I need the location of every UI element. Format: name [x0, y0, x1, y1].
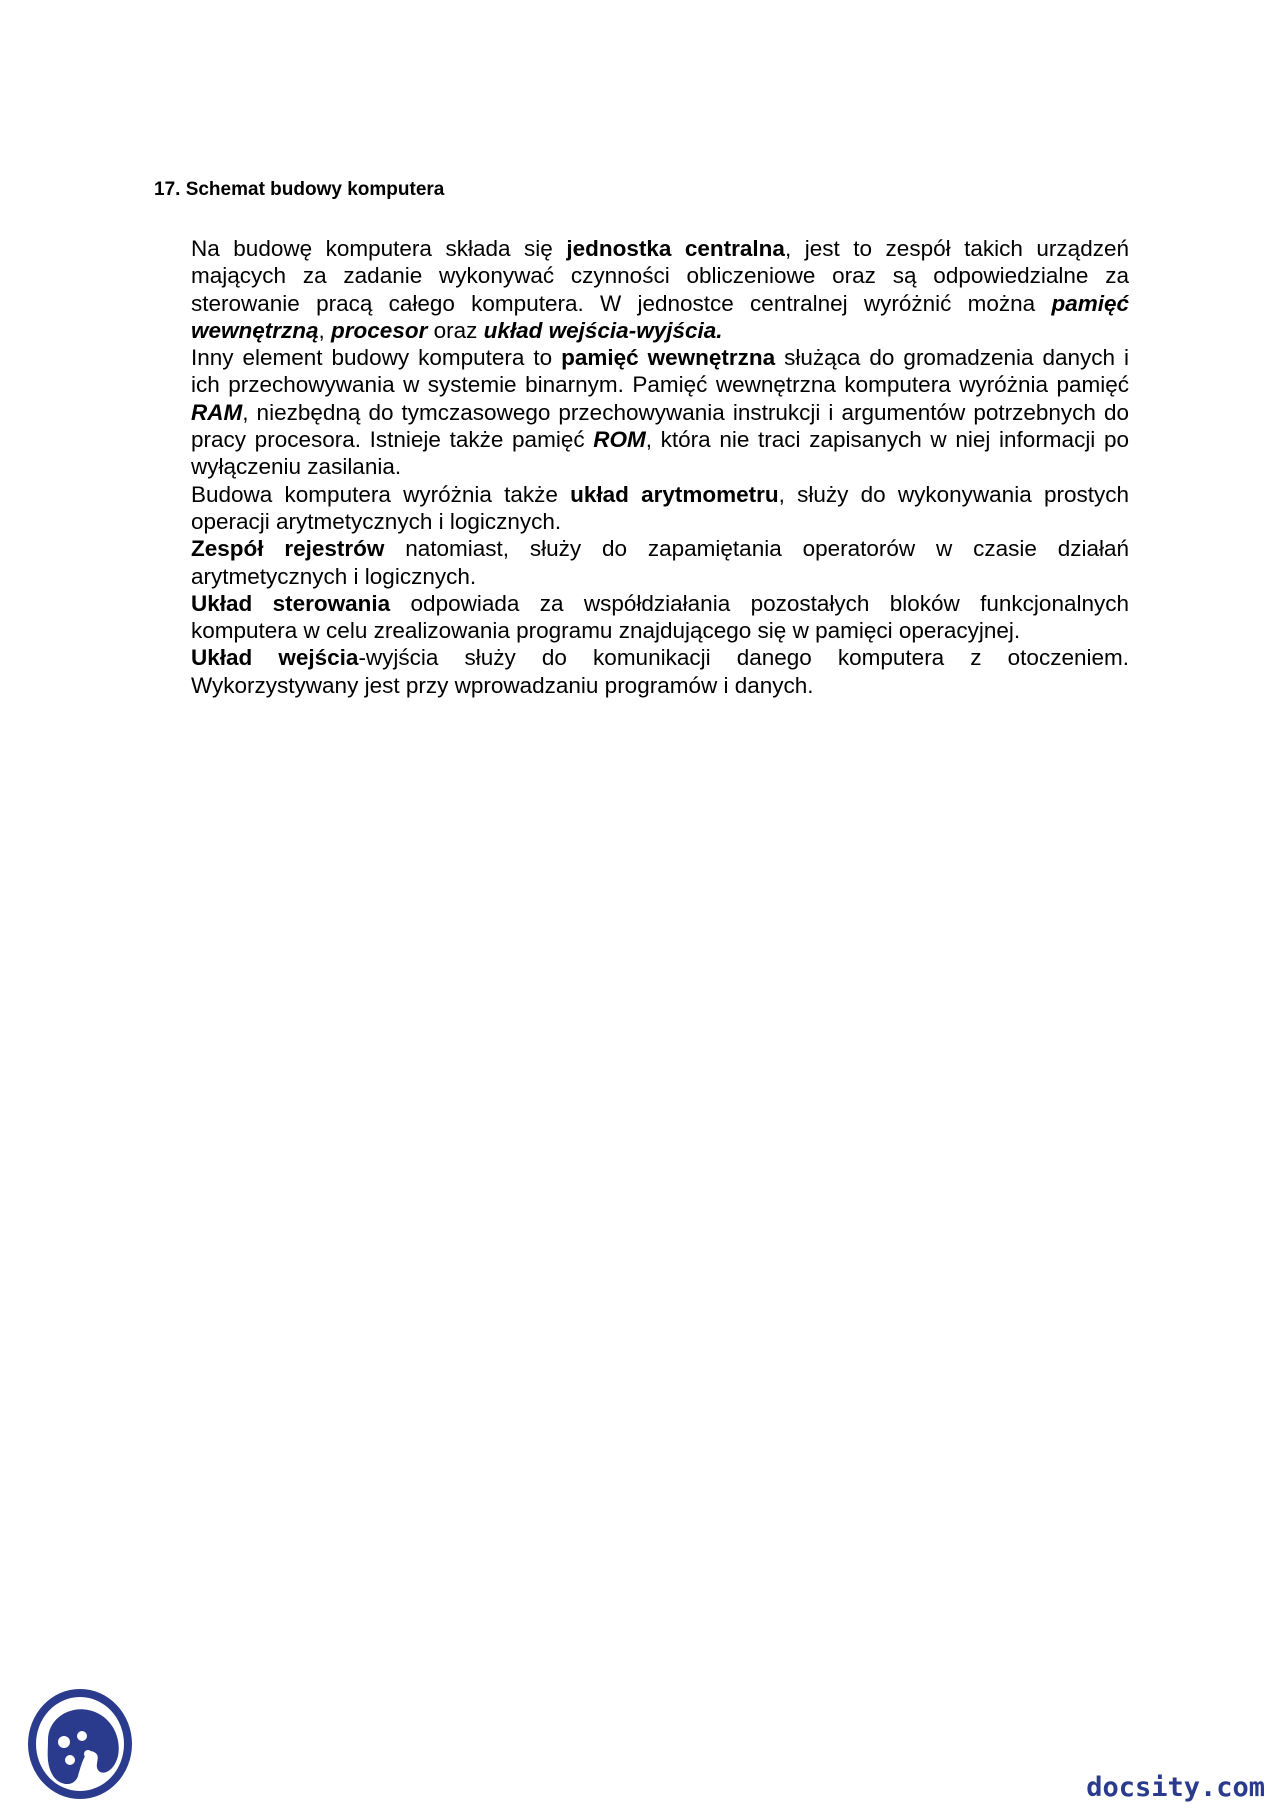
paragraph-registers [191, 535, 1129, 590]
text-run: Inny element budowy komputera to [191, 345, 562, 371]
document-body [191, 235, 1129, 699]
bold-italic-term: RAM [191, 399, 243, 425]
docsity-logo-icon[interactable] [22, 1680, 142, 1804]
text-run: odpowiada za współdziałania pozostałych bloków funkcjonalnych komputera w celu zrealizowania programu znajdującego się w pamięci operacyjnej. [191, 590, 1129, 644]
text-run: służąca do gromadzenia danych i ich przechowywania w systemie binarnym. Pamięć wewnętrzna komputera wyróżnia pamięć [191, 345, 1130, 398]
text-run: -wyjścia służy do komunikacji danego komputera z otoczeniem. Wykorzystywany jest przy wprowadzaniu programów i danych. [191, 645, 1129, 698]
bold-term: Układ sterowania [191, 590, 391, 616]
text-run: oraz [427, 317, 484, 343]
paragraph-central-unit [191, 235, 1129, 344]
paragraph-io-unit [191, 644, 1129, 699]
text-run: , niezbędną do tymczasowego przechowywania instrukcji i argumentów potrzebnych do pracy procesora. Istnieje także pamięć [191, 399, 1129, 453]
paragraph-internal-memory [191, 344, 1129, 480]
text-run: , która nie traci zapisanych w niej informacji po wyłączeniu zasilania. [191, 427, 1130, 480]
bold-italic-term: procesor [331, 317, 428, 343]
bold-term: jednostka centralna [566, 236, 785, 261]
bold-italic-term: układ wejścia-wyjścia. [483, 317, 723, 343]
text-run: natomiast, służy do zapamiętania operatorów w czasie działań arytmetycznych i logicznych. [191, 536, 1129, 589]
bold-italic-term: pamięć wewnętrzną [191, 290, 1129, 343]
bold-term: Układ wejścia [191, 645, 359, 671]
bold-term: układ arytmometru [570, 481, 779, 507]
paragraph-control-unit [191, 590, 1129, 645]
text-run: , służy do wykonywania prostych operacji arytmetycznych i logicznych. [191, 481, 1129, 534]
text-run: , jest to zespół takich urządzeń mających za zadanie wykonywać czynności obliczeniowe oraz są odpowiedzialne za sterowanie pracą całego komputera. W jednostce centralnej wyróżnić można [191, 236, 1129, 316]
text-run: Na budowę komputera składa się [191, 236, 567, 261]
text-run: , [318, 317, 332, 343]
section-heading: 17. Schemat budowy komputera [154, 179, 445, 200]
paragraph-arithmetic-unit [191, 481, 1129, 536]
bold-term: pamięć wewnętrzna [561, 345, 776, 371]
watermark-text[interactable]: docsity.com [1086, 1772, 1265, 1803]
text-run: Budowa komputera wyróżnia także [191, 481, 571, 507]
bold-term: Zespół rejestrów [191, 536, 385, 562]
bold-italic-term: ROM [593, 427, 646, 453]
